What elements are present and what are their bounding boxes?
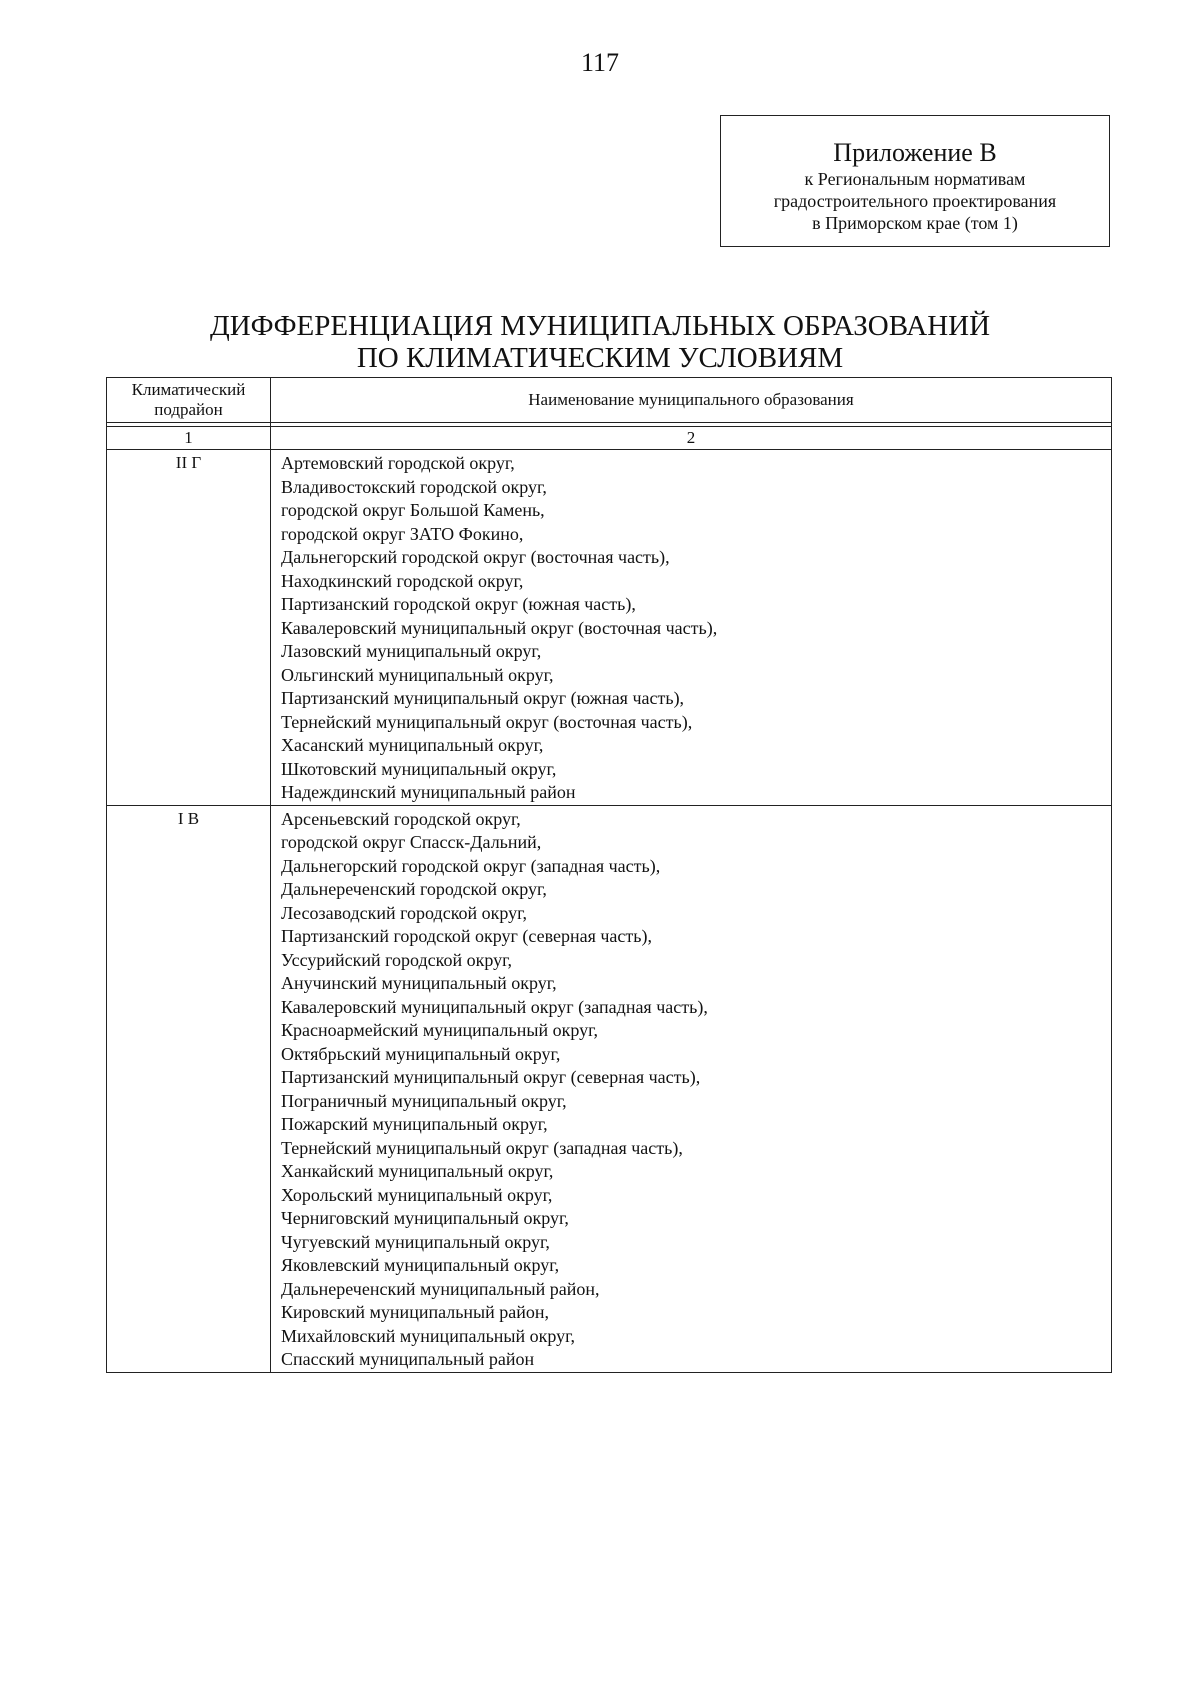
- column-number-row: [107, 427, 1112, 450]
- table-body: [107, 423, 1112, 1373]
- header-climate-subregion: Климатический подрайон: [107, 378, 271, 423]
- list-item: Шкотовский муниципальный округ,: [281, 758, 557, 779]
- list-item: Партизанский муниципальный округ (южная часть),: [281, 688, 685, 708]
- list-item: Тернейский муниципальный округ (восточная часть),: [281, 711, 693, 732]
- list-item: Черниговский муниципальный округ,: [281, 1208, 569, 1228]
- list-item: Хорольский муниципальный округ,: [281, 1184, 553, 1205]
- list-item: Лесозаводский городской округ,: [281, 902, 528, 923]
- table-header-row: [107, 378, 1112, 423]
- list-item: Анучинский муниципальный округ,: [281, 973, 557, 993]
- list-item: Надеждинский муниципальный район: [281, 782, 576, 802]
- list-item: Тернейский муниципальный округ (западная часть),: [281, 1137, 683, 1158]
- list-item: городской округ ЗАТО Фокино,: [281, 523, 524, 544]
- list-item: Ольгинский муниципальный округ,: [281, 664, 554, 685]
- list-item: Пограничный муниципальный округ,: [281, 1090, 567, 1111]
- appendix-line-3: в Приморском крае (том 1): [812, 213, 1018, 233]
- list-item: Кавалеровский муниципальный округ (восточная часть),: [281, 617, 718, 638]
- column-number-2: 2: [271, 427, 1112, 450]
- list-item: Дальнереченский городской округ,: [281, 879, 547, 899]
- list-item: Партизанский городской округ (северная часть),: [281, 926, 652, 946]
- list-item: Артемовский городской округ,: [281, 453, 515, 473]
- list-item: Михайловский муниципальный округ,: [281, 1325, 576, 1346]
- list-item: Арсеньевский городской округ,: [281, 808, 521, 829]
- list-item: Октябрьский муниципальный округ,: [281, 1043, 561, 1064]
- list-item: Дальнереченский муниципальный район,: [281, 1278, 600, 1299]
- appendix-line-1: к Региональным нормативам: [804, 169, 1026, 189]
- list-item: Партизанский муниципальный округ (северная часть),: [281, 1067, 701, 1087]
- municipality-list-cell: [271, 450, 1112, 806]
- list-item: городской округ Большой Камень,: [281, 500, 545, 520]
- list-item: Яковлевский муниципальный округ,: [281, 1255, 560, 1275]
- climate-subregion-cell: II Г: [107, 450, 271, 806]
- municipality-list-cell: [271, 805, 1112, 1372]
- list-item: Спасский муниципальный район: [281, 1349, 535, 1369]
- column-number-1: 1: [107, 427, 271, 450]
- document-title-line-1: ДИФФЕРЕНЦИАЦИЯ МУНИЦИПАЛЬНЫХ ОБРАЗОВАНИЙ: [209, 310, 991, 342]
- list-item: Партизанский городской округ (южная часть),: [281, 594, 636, 614]
- climate-subregion-cell: I В: [107, 805, 271, 1372]
- climate-table: [106, 377, 1112, 1373]
- header-municipality-name: Наименование муниципального образования: [271, 378, 1112, 423]
- list-item: Владивостокский городской округ,: [281, 476, 547, 497]
- list-item: Чугуевский муниципальный округ,: [281, 1231, 550, 1252]
- page-number: 117: [580, 48, 620, 77]
- document-title: [0, 310, 1200, 374]
- list-item: Красноармейский муниципальный округ,: [281, 1020, 598, 1040]
- list-item: Находкинский городской округ,: [281, 570, 524, 591]
- table-row: [107, 805, 1112, 1372]
- list-item: Дальнегорский городской округ (восточная часть),: [281, 547, 670, 567]
- appendix-box: [720, 115, 1110, 247]
- list-item: Кавалеровский муниципальный округ (западная часть),: [281, 996, 708, 1017]
- list-item: Кировский муниципальный район,: [281, 1302, 550, 1322]
- list-item: Ханкайский муниципальный округ,: [281, 1161, 554, 1181]
- list-item: Дальнегорский городской округ (западная часть),: [281, 855, 661, 876]
- document-title-line-2: ПО КЛИМАТИЧЕСКИМ УСЛОВИЯМ: [356, 342, 844, 374]
- table-row: [107, 450, 1112, 806]
- list-item: Лазовский муниципальный округ,: [281, 641, 542, 661]
- list-item: Хасанский муниципальный округ,: [281, 735, 544, 755]
- list-item: Пожарский муниципальный округ,: [281, 1114, 548, 1134]
- list-item: городской округ Спасск-Дальний,: [281, 832, 542, 852]
- appendix-title: Приложение В: [833, 138, 997, 167]
- appendix-line-2: градостроительного проектирования: [773, 191, 1057, 211]
- list-item: Уссурийский городской округ,: [281, 949, 512, 970]
